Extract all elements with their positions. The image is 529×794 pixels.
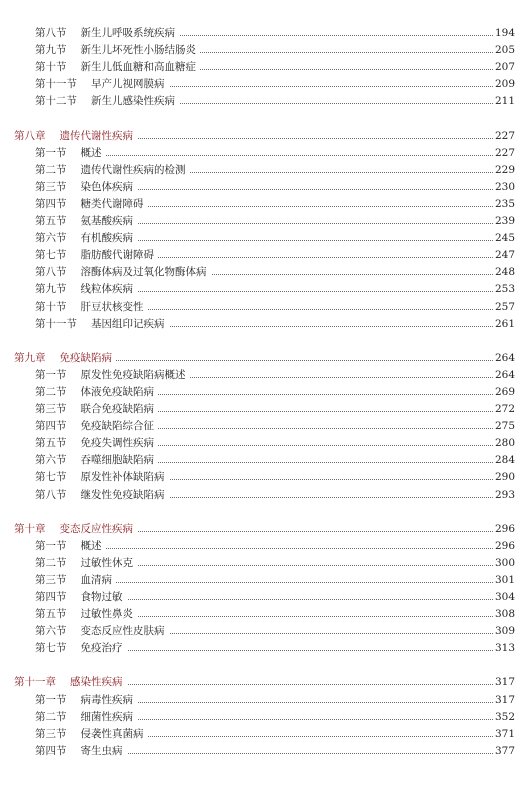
toc-entry-title <box>35 401 158 418</box>
toc-section-row[interactable] <box>0 589 529 606</box>
toc-section-row[interactable] <box>0 538 529 555</box>
toc-chapter-row[interactable] <box>0 674 529 691</box>
toc-page-number: 293 <box>493 487 515 504</box>
toc-section-row[interactable] <box>0 299 529 316</box>
toc-entry-title <box>14 350 116 367</box>
toc-section-row[interactable] <box>0 247 529 264</box>
toc-section-row[interactable] <box>0 435 529 452</box>
toc-entry-number: 第五节 <box>35 215 67 227</box>
toc-section-row[interactable] <box>0 59 529 76</box>
toc-entry-number: 第三节 <box>35 180 67 193</box>
toc-entry-title <box>35 487 169 504</box>
toc-entry-number: 第一节 <box>35 539 67 552</box>
toc-entry-title <box>35 709 137 726</box>
toc-entry-number: 第一节 <box>35 146 67 159</box>
toc-page-number: 300 <box>493 555 515 572</box>
toc-entry-text: 变态反应性疾病 <box>59 522 133 535</box>
toc-section-row[interactable] <box>0 179 529 196</box>
toc-entry-text: 新生儿感染性疾病 <box>91 95 175 108</box>
toc-entry-text: 变态反应性皮肤病 <box>80 625 165 638</box>
toc-entry-text: 细菌性疾病 <box>80 710 133 723</box>
toc-entry-number: 第七节 <box>35 249 67 262</box>
toc-section-row[interactable] <box>0 145 529 162</box>
toc-entry-number: 第七节 <box>35 642 67 655</box>
toc-page-number: 257 <box>493 299 515 316</box>
toc-page-number: 317 <box>493 692 515 709</box>
toc-section-row[interactable] <box>0 367 529 384</box>
toc-page-number: 296 <box>493 521 515 538</box>
toc-section-row[interactable] <box>0 418 529 435</box>
toc-entry-title <box>35 162 190 179</box>
toc-entry-title <box>35 281 137 298</box>
toc-entry-title <box>35 59 200 76</box>
toc-chapter-row[interactable] <box>0 350 529 367</box>
toc-entry-number: 第七节 <box>35 471 67 484</box>
toc-entry-number: 第八节 <box>35 488 67 501</box>
toc-entry-text: 概述 <box>80 539 102 552</box>
toc-entry-text: 糖类代谢障碍 <box>80 197 144 210</box>
toc-entry-title <box>35 640 127 657</box>
toc-page-number: 229 <box>493 162 515 179</box>
toc-entry-number: 第八节 <box>35 266 67 279</box>
toc-entry-text: 肝豆状核变性 <box>80 300 144 313</box>
toc-page-number: 301 <box>493 572 515 589</box>
toc-section-row[interactable] <box>0 709 529 726</box>
toc-page-number: 377 <box>493 743 515 760</box>
toc-entry-title <box>14 674 127 691</box>
toc-entry-number: 第四节 <box>35 591 67 603</box>
toc-entry-number: 第二节 <box>35 556 67 569</box>
toc-entry-number: 第四节 <box>35 197 67 210</box>
toc-entry-number: 第四节 <box>35 744 67 757</box>
toc-page-number: 272 <box>493 401 515 418</box>
toc-entry-text: 有机酸疾病 <box>80 232 133 245</box>
toc-entry-title <box>35 726 148 743</box>
toc-page-number: 269 <box>493 384 515 401</box>
toc-section-row[interactable] <box>0 452 529 469</box>
toc-entry-number: 第三节 <box>35 573 67 586</box>
toc-entry-text: 过敏性休克 <box>80 556 133 569</box>
toc-entry-text: 免疫缺陷病 <box>59 351 112 364</box>
toc-section-row[interactable] <box>0 93 529 110</box>
toc-entry-number: 第五节 <box>35 608 67 621</box>
toc-entry-text: 联合免疫缺陷病 <box>80 403 154 415</box>
toc-entry-title <box>35 25 179 42</box>
toc-section-row[interactable] <box>0 401 529 418</box>
toc-section-row[interactable] <box>0 162 529 179</box>
toc-page-number: 205 <box>493 42 515 59</box>
toc-page-number: 352 <box>493 709 515 726</box>
toc-page-number: 227 <box>493 128 515 145</box>
toc-entry-text: 新生儿低血糖和高血糖症 <box>80 61 196 74</box>
toc-entry-title <box>35 589 127 606</box>
toc-page-number: 264 <box>493 350 515 367</box>
toc-page-number: 253 <box>493 281 515 298</box>
toc-entry-number: 第三节 <box>35 403 67 415</box>
toc-entry-title <box>35 367 190 384</box>
toc-section-row[interactable] <box>0 196 529 213</box>
toc-page-number: 248 <box>493 264 515 281</box>
toc-section-row[interactable] <box>0 640 529 657</box>
toc-entry-text: 脂肪酸代谢障碍 <box>80 249 154 262</box>
toc-entry-text: 溶酶体病及过氧化物酶体病 <box>80 266 207 279</box>
toc-entry-text: 免疫失调性疾病 <box>80 437 154 450</box>
toc-entry-number: 第四节 <box>35 420 67 433</box>
toc-section-row[interactable] <box>0 316 529 333</box>
toc-page-number: 309 <box>493 623 515 640</box>
toc-entry-number: 第十一节 <box>35 317 77 330</box>
toc-section-row[interactable] <box>0 623 529 640</box>
toc-entry-title <box>35 606 137 623</box>
toc-entry-number: 第二节 <box>35 710 67 723</box>
toc-entry-title <box>35 555 137 572</box>
toc-section-row[interactable] <box>0 726 529 743</box>
toc-chapter-row[interactable] <box>0 128 529 145</box>
toc-entry-text: 基因组印记疾病 <box>91 317 165 330</box>
toc-page-number: 313 <box>493 640 515 657</box>
toc-page-number: 207 <box>493 59 515 76</box>
toc-section-row[interactable] <box>0 281 529 298</box>
toc-section-row[interactable] <box>0 264 529 281</box>
toc-page-number: 284 <box>493 452 515 469</box>
toc-entry-text: 氨基酸疾病 <box>80 215 133 227</box>
toc-entry-title <box>35 435 158 452</box>
toc-page-number: 317 <box>493 674 515 691</box>
toc-entry-title <box>35 418 158 435</box>
toc-entry-title <box>35 469 169 486</box>
toc-entry-title <box>35 42 200 59</box>
toc-entry-text: 新生儿呼吸系统疾病 <box>80 27 175 39</box>
toc-entry-title <box>35 692 137 709</box>
toc-entry-number: 第十一节 <box>35 78 77 91</box>
toc-entry-number: 第五节 <box>35 437 67 450</box>
toc-entry-number: 第十二节 <box>35 95 77 108</box>
toc-entry-text: 侵袭性真菌病 <box>80 727 144 740</box>
toc-section-row[interactable] <box>0 230 529 247</box>
toc-entry-title <box>35 538 106 555</box>
toc-entry-number: 第一节 <box>35 368 67 381</box>
toc-entry-title <box>35 179 137 196</box>
toc-page-number: 247 <box>493 247 515 264</box>
toc-entry-number: 第九节 <box>35 283 67 296</box>
toc-entry-number: 第三节 <box>35 727 67 740</box>
toc-entry-number: 第八节 <box>35 27 67 39</box>
toc-entry-text: 线粒体疾病 <box>80 283 133 296</box>
toc-page-number: 194 <box>493 25 515 42</box>
toc-page-number: 211 <box>493 93 515 110</box>
toc-section-row[interactable] <box>0 555 529 572</box>
toc-page-number: 304 <box>493 589 515 606</box>
toc-entry-number: 第十章 <box>14 522 46 535</box>
toc-page-number: 275 <box>493 418 515 435</box>
toc-entry-number: 第十节 <box>35 300 67 313</box>
toc-entry-title <box>35 299 148 316</box>
toc-entry-text: 概述 <box>80 146 102 159</box>
toc-entry-text: 遗传代谢性疾病 <box>59 129 133 142</box>
toc-section-row[interactable] <box>0 42 529 59</box>
toc-entry-title <box>35 76 169 93</box>
toc-entry-text: 血清病 <box>80 573 112 586</box>
toc-entry-title <box>35 316 169 333</box>
toc-entry-text: 原发性免疫缺陷病概述 <box>80 368 186 381</box>
toc-section-row[interactable] <box>0 76 529 93</box>
toc-page-number: 209 <box>493 76 515 93</box>
toc-entry-number: 第九章 <box>14 351 46 364</box>
toc-entry-title <box>14 128 137 145</box>
toc-entry-title <box>35 572 116 589</box>
toc-entry-text: 过敏性鼻炎 <box>80 608 133 621</box>
toc-section-row[interactable] <box>0 25 529 42</box>
toc-entry-title <box>35 623 169 640</box>
toc-page-number: 371 <box>493 726 515 743</box>
toc-entry-text: 吞噬细胞缺陷病 <box>80 454 154 467</box>
toc-entry-title <box>35 384 158 401</box>
toc-section-row[interactable] <box>0 572 529 589</box>
toc-page-number: 245 <box>493 230 515 247</box>
toc-entry-title <box>35 452 158 469</box>
toc-page-number: 239 <box>493 213 515 230</box>
toc-section-row[interactable] <box>0 213 529 230</box>
toc-entry-number: 第六节 <box>35 454 67 467</box>
toc-page-number: 261 <box>493 316 515 333</box>
toc-entry-title <box>35 247 158 264</box>
toc-entry-number: 第八章 <box>14 129 46 142</box>
toc-entry-number: 第九节 <box>35 44 67 57</box>
toc-page-number: 296 <box>493 538 515 555</box>
toc-page-number: 264 <box>493 367 515 384</box>
toc-entry-text: 遗传代谢性疾病的检测 <box>80 163 186 176</box>
toc-section-row[interactable] <box>0 469 529 486</box>
toc-entry-number: 第六节 <box>35 625 67 638</box>
toc-page-number: 230 <box>493 179 515 196</box>
toc-entry-title <box>35 213 137 230</box>
toc-section-row[interactable] <box>0 692 529 709</box>
toc-entry-number: 第六节 <box>35 232 67 245</box>
toc-entry-title <box>35 196 148 213</box>
toc-section-row[interactable] <box>0 743 529 760</box>
toc-entry-number: 第二节 <box>35 385 67 398</box>
toc-entry-text: 感染性疾病 <box>70 676 123 689</box>
toc-page-number: 235 <box>493 196 515 213</box>
toc-chapter-row[interactable] <box>0 521 529 538</box>
toc-entry-title <box>35 145 106 162</box>
toc-entry-text: 原发性补体缺陷病 <box>80 471 165 484</box>
toc-entry-text: 早产儿视网膜病 <box>91 78 165 91</box>
toc-entry-text: 免疫缺陷综合征 <box>80 420 154 433</box>
toc-entry-title <box>35 230 137 247</box>
toc-page-number: 290 <box>493 469 515 486</box>
toc-page-number: 308 <box>493 606 515 623</box>
toc-entry-title <box>35 264 211 281</box>
toc-entry-number: 第一节 <box>35 693 67 706</box>
toc-section-row[interactable] <box>0 487 529 504</box>
toc-entry-text: 体液免疫缺陷病 <box>80 385 154 398</box>
toc-page-number: 280 <box>493 435 515 452</box>
toc-section-row[interactable] <box>0 384 529 401</box>
toc-entry-number: 第二节 <box>35 163 67 176</box>
toc-entry-title <box>14 521 137 538</box>
toc-entry-title <box>35 743 127 760</box>
toc-entry-text: 继发性免疫缺陷病 <box>80 488 165 501</box>
toc-entry-number: 第十一章 <box>14 676 56 689</box>
toc-page-number: 227 <box>493 145 515 162</box>
toc-entry-number: 第十节 <box>35 61 67 74</box>
toc-entry-text: 病毒性疾病 <box>80 693 133 706</box>
toc-entry-text: 染色体疾病 <box>80 180 133 193</box>
toc-entry-title <box>35 93 179 110</box>
toc-entry-text: 食物过敏 <box>80 591 123 603</box>
toc-section-row[interactable] <box>0 606 529 623</box>
toc-entry-text: 免疫治疗 <box>80 642 123 655</box>
toc-entry-text: 新生儿坏死性小肠结肠炎 <box>80 44 196 57</box>
toc-entry-text: 寄生虫病 <box>80 744 123 757</box>
